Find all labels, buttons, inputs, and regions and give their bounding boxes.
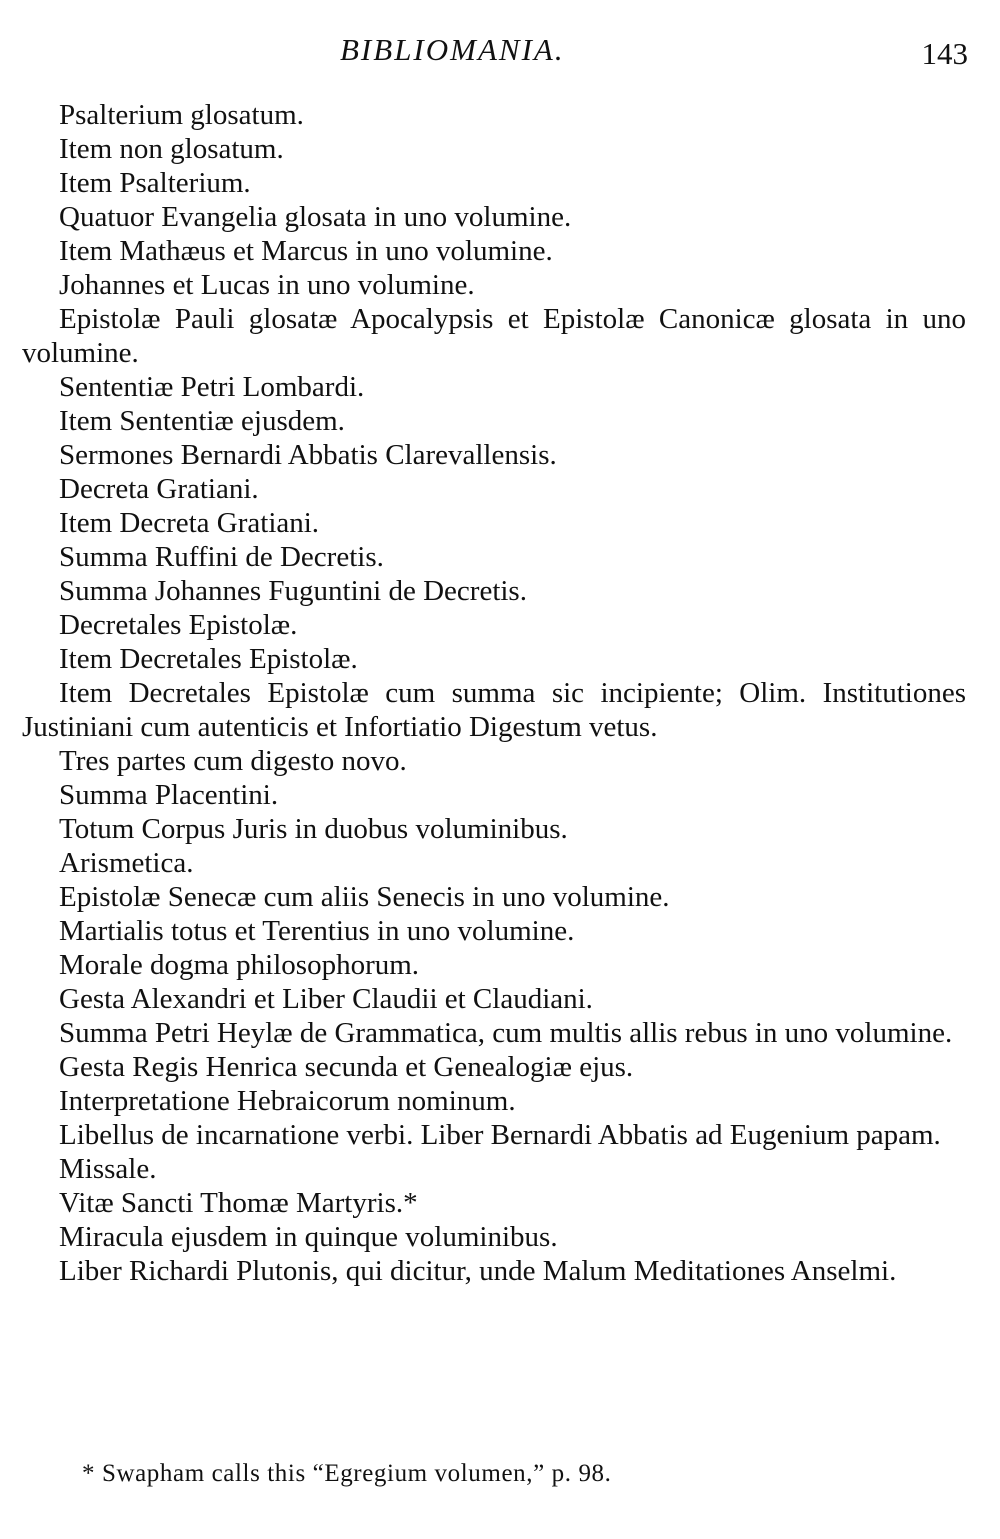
catalogue-entry: Totum Corpus Juris in duobus voluminibus. xyxy=(59,813,568,845)
catalogue-entry: Gesta Regis Henrica secunda et Genealogiæ ejus. xyxy=(59,1051,634,1083)
running-title: BIBLIOMANIA. xyxy=(340,32,565,67)
catalogue-entry: Liber Richardi Plutonis, qui dicitur, unde Malum Meditationes Anselmi. xyxy=(59,1255,897,1287)
running-head xyxy=(0,30,1000,74)
catalogue-entry: Sententiæ Petri Lombardi. xyxy=(59,371,365,403)
catalogue-entry: Item Mathæus et Marcus in uno volumine. xyxy=(59,235,553,267)
catalogue-entry: Missale. xyxy=(59,1153,157,1185)
catalogue-entry: Summa Petri Heylæ de Grammatica, cum multis allis rebus in uno volumine. xyxy=(59,1017,953,1049)
catalogue-entry: Summa Placentini. xyxy=(59,779,279,811)
catalogue-entry: Miracula ejusdem in quinque voluminibus. xyxy=(59,1221,558,1253)
footnote: * Swapham calls this “Egregium volumen,” p. 98. xyxy=(82,1460,612,1487)
catalogue-entry: Item Psalterium. xyxy=(59,167,251,199)
catalogue-entry: Tres partes cum digesto novo. xyxy=(59,745,407,777)
catalogue-entry: Arismetica. xyxy=(59,847,194,879)
catalogue-entry: Libellus de incarnatione verbi. Liber Bernardi Abbatis ad Eugenium papam. xyxy=(59,1119,941,1151)
catalogue-entry: Decreta Gratiani. xyxy=(59,473,259,505)
catalogue-entry: Item Decreta Gratiani. xyxy=(59,507,320,539)
catalogue-entry: Epistolæ Pauli glosatæ Apocalypsis et Epistolæ Canonicæ glosata in uno volumine. xyxy=(22,303,966,369)
catalogue-entry: Decretales Epistolæ. xyxy=(59,609,298,641)
catalogue-entry: Quatuor Evangelia glosata in uno volumine. xyxy=(59,201,572,233)
catalogue-entry: Sermones Bernardi Abbatis Clarevallensis. xyxy=(59,439,557,471)
catalogue-list xyxy=(22,98,966,1288)
catalogue-entry: Epistolæ Senecæ cum aliis Senecis in uno volumine. xyxy=(59,881,670,913)
catalogue-entry: Johannes et Lucas in uno volumine. xyxy=(59,269,475,301)
catalogue-entry: Item non glosatum. xyxy=(59,133,284,165)
catalogue-entry: Item Decretales Epistolæ. xyxy=(59,643,358,675)
page-number: 143 xyxy=(921,36,968,71)
catalogue-entry: Item Sententiæ ejusdem. xyxy=(59,405,345,437)
catalogue-entry: Item Decretales Epistolæ cum summa sic incipiente; Olim. Institutiones Justiniani cum autenticis et Infortiatio Digestum vetus. xyxy=(22,677,966,743)
catalogue-entry: Interpretatione Hebraicorum nominum. xyxy=(59,1085,516,1117)
catalogue-entry: Martialis totus et Terentius in uno volumine. xyxy=(59,915,575,947)
catalogue-entry: Summa Ruffini de Decretis. xyxy=(59,541,384,573)
catalogue-entry: Psalterium glosatum. xyxy=(59,99,304,131)
catalogue-entry: Summa Johannes Fuguntini de Decretis. xyxy=(59,575,527,607)
catalogue-entry: Morale dogma philosophorum. xyxy=(59,949,420,981)
catalogue-entry: Gesta Alexandri et Liber Claudii et Claudiani. xyxy=(59,983,593,1015)
catalogue-entry: Vitæ Sancti Thomæ Martyris.* xyxy=(59,1187,418,1219)
